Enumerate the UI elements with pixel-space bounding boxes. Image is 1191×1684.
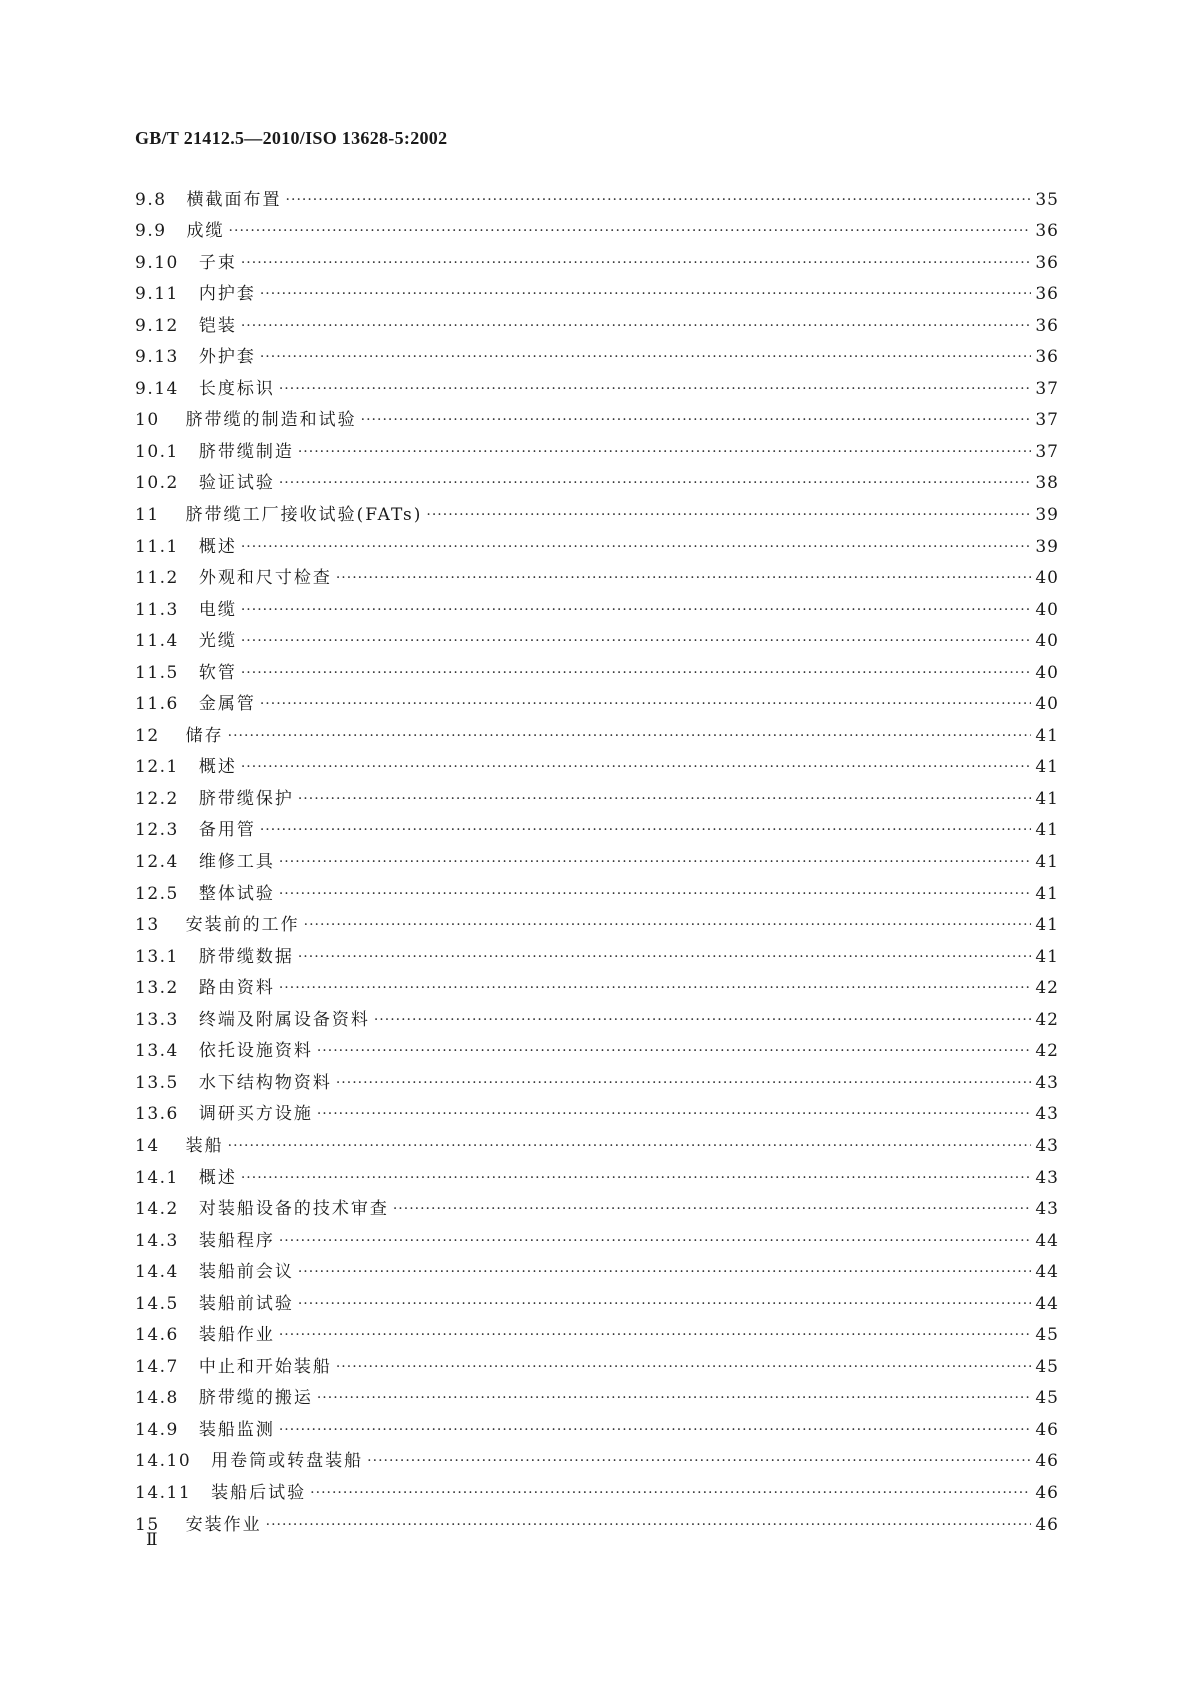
toc-entry-number: 14.6 (135, 1325, 179, 1346)
leader-dots (426, 505, 1031, 525)
toc-entry-title: 装船 (185, 1135, 224, 1156)
leader-dots (317, 1104, 1031, 1124)
leader-dots (361, 410, 1031, 430)
toc-entry-number: 11 (135, 505, 160, 526)
toc-entry-page: 41 (1035, 946, 1059, 967)
leader-dots (241, 316, 1031, 336)
toc-entry (135, 1061, 1059, 1093)
toc-entry-title: 装船程序 (198, 1230, 275, 1251)
toc-entry (135, 493, 1059, 525)
leader-dots (228, 1136, 1031, 1156)
toc-entry (135, 430, 1059, 462)
leader-dots (298, 947, 1031, 967)
toc-entry-page: 42 (1035, 1009, 1059, 1030)
toc-entry-title: 中止和开始装船 (198, 1356, 332, 1377)
toc-entry (135, 273, 1059, 305)
toc-entry-number: 14.7 (135, 1356, 179, 1377)
toc-entry-number: 10.1 (135, 441, 179, 462)
leader-dots (279, 978, 1031, 998)
toc-entry (135, 178, 1059, 210)
toc-entry (135, 1345, 1059, 1377)
leader-dots (298, 789, 1031, 809)
toc-entry (135, 1219, 1059, 1251)
toc-entry-number: 11.6 (135, 694, 179, 715)
toc-entry-title: 对装船设备的技术审查 (198, 1199, 389, 1220)
leader-dots (241, 757, 1031, 777)
page-number: Ⅱ (146, 1530, 158, 1549)
toc-entry-number: 12.5 (135, 883, 179, 904)
toc-entry-page: 36 (1035, 315, 1059, 336)
leader-dots (260, 347, 1031, 367)
toc-entry-page: 41 (1035, 788, 1059, 809)
toc-entry (135, 683, 1059, 715)
toc-entry-page: 43 (1035, 1072, 1059, 1093)
toc-entry-number: 11.4 (135, 631, 179, 652)
toc-entry (135, 1314, 1059, 1346)
toc-entry (135, 1377, 1059, 1409)
leader-dots (229, 221, 1031, 241)
toc-entry-title: 依托设施资料 (198, 1041, 313, 1062)
toc-entry-page: 43 (1035, 1135, 1059, 1156)
toc-entry-number: 11.1 (135, 536, 179, 557)
toc-entry-title: 铠装 (198, 315, 237, 336)
standard-code-header: GB/T 21412.5—2010/ISO 13628-5:2002 (135, 128, 448, 148)
toc-entry-number: 12 (135, 725, 160, 746)
toc-entry-title: 内护套 (198, 284, 256, 305)
toc-entry-number: 12.2 (135, 788, 179, 809)
leader-dots (336, 568, 1031, 588)
toc-entry-number: 10 (135, 410, 160, 431)
toc-entry-title: 横截面布置 (186, 189, 282, 210)
toc-entry-number: 13 (135, 915, 160, 936)
toc-entry-page: 43 (1035, 1199, 1059, 1220)
toc-entry-page: 41 (1035, 820, 1059, 841)
toc-entry-page: 40 (1035, 599, 1059, 620)
leader-dots (367, 1451, 1031, 1471)
toc-entry-page: 37 (1035, 410, 1059, 431)
toc-entry-page: 37 (1035, 441, 1059, 462)
leader-dots (393, 1199, 1031, 1219)
toc-entry-page: 43 (1035, 1167, 1059, 1188)
toc-entry-page: 40 (1035, 568, 1059, 589)
leader-dots (336, 1357, 1031, 1377)
toc-entry-title: 安装前的工作 (185, 915, 300, 936)
toc-entry (135, 746, 1059, 778)
toc-entry-title: 装船前会议 (198, 1262, 294, 1283)
toc-entry-title: 脐带缆制造 (198, 441, 294, 462)
toc-entry (135, 998, 1059, 1030)
toc-entry-number: 14.5 (135, 1293, 179, 1314)
toc-entry-page: 36 (1035, 284, 1059, 305)
toc-entry (135, 620, 1059, 652)
toc-entry-title: 成缆 (186, 221, 225, 242)
toc-entry (135, 1503, 1059, 1535)
leader-dots (241, 1168, 1031, 1188)
table-of-contents (135, 178, 1059, 1535)
leader-dots (279, 379, 1031, 399)
leader-dots (336, 1073, 1031, 1093)
toc-entry-title: 装船监测 (198, 1419, 275, 1440)
toc-entry-page: 40 (1035, 662, 1059, 683)
toc-entry (135, 241, 1059, 273)
toc-entry-page: 41 (1035, 915, 1059, 936)
leader-dots (304, 915, 1031, 935)
toc-entry (135, 304, 1059, 336)
toc-entry (135, 1124, 1059, 1156)
leader-dots (317, 1388, 1031, 1408)
leader-dots (286, 190, 1031, 210)
toc-entry-title: 脐带缆的搬运 (198, 1388, 313, 1409)
leader-dots (228, 726, 1031, 746)
toc-entry-title: 外观和尺寸检查 (198, 568, 332, 589)
toc-entry (135, 714, 1059, 746)
toc-entry (135, 651, 1059, 683)
toc-entry (135, 1282, 1059, 1314)
toc-entry-title: 维修工具 (198, 852, 275, 873)
toc-entry-page: 42 (1035, 1041, 1059, 1062)
toc-entry-title: 用卷筒或转盘装船 (211, 1451, 364, 1472)
leader-dots (260, 284, 1031, 304)
toc-entry-title: 路由资料 (198, 978, 275, 999)
toc-entry (135, 1188, 1059, 1220)
toc-entry-number: 14.2 (135, 1199, 179, 1220)
leader-dots (241, 253, 1031, 273)
toc-entry-number: 14.1 (135, 1167, 179, 1188)
leader-dots (374, 1010, 1031, 1030)
toc-entry-page: 44 (1035, 1230, 1059, 1251)
leader-dots (241, 631, 1031, 651)
toc-entry-number: 14.11 (135, 1482, 192, 1503)
toc-entry-number: 11.5 (135, 662, 179, 683)
toc-entry-number: 14 (135, 1135, 160, 1156)
toc-entry-number: 13.6 (135, 1104, 179, 1125)
toc-entry-title: 储存 (185, 725, 224, 746)
toc-entry-page: 42 (1035, 978, 1059, 999)
toc-entry (135, 1471, 1059, 1503)
toc-entry-number: 9.12 (135, 315, 179, 336)
leader-dots (279, 473, 1031, 493)
toc-entry-number: 11.2 (135, 568, 179, 589)
toc-entry-page: 46 (1035, 1451, 1059, 1472)
toc-entry-title: 软管 (198, 662, 237, 683)
toc-entry-page: 44 (1035, 1262, 1059, 1283)
toc-entry (135, 1251, 1059, 1283)
toc-entry-number: 11.3 (135, 599, 179, 620)
toc-entry-page: 45 (1035, 1356, 1059, 1377)
toc-entry-page: 41 (1035, 883, 1059, 904)
toc-entry-number: 13.1 (135, 946, 179, 967)
toc-entry-page: 40 (1035, 631, 1059, 652)
toc-entry-title: 调研买方设施 (198, 1104, 313, 1125)
toc-entry (135, 588, 1059, 620)
toc-entry-title: 备用管 (198, 820, 256, 841)
toc-entry-number: 14.4 (135, 1262, 179, 1283)
toc-entry (135, 840, 1059, 872)
leader-dots (260, 820, 1031, 840)
toc-entry-title: 装船前试验 (198, 1293, 294, 1314)
leader-dots (310, 1483, 1031, 1503)
toc-entry-page: 46 (1035, 1514, 1059, 1535)
leader-dots (241, 663, 1031, 683)
toc-entry-page: 44 (1035, 1293, 1059, 1314)
toc-entry-number: 12.4 (135, 852, 179, 873)
toc-entry-number: 14.9 (135, 1419, 179, 1440)
toc-entry-page: 36 (1035, 347, 1059, 368)
toc-entry-title: 概述 (198, 1167, 237, 1188)
toc-entry-number: 14.8 (135, 1388, 179, 1409)
toc-entry-number: 13.4 (135, 1041, 179, 1062)
toc-entry-page: 46 (1035, 1419, 1059, 1440)
toc-entry-number: 13.3 (135, 1009, 179, 1030)
toc-entry (135, 935, 1059, 967)
leader-dots (317, 1041, 1031, 1061)
toc-entry-number: 14.10 (135, 1451, 192, 1472)
toc-entry-number: 12.3 (135, 820, 179, 841)
toc-entry (135, 367, 1059, 399)
toc-entry-number: 13.5 (135, 1072, 179, 1093)
toc-entry-number: 13.2 (135, 978, 179, 999)
toc-entry-title: 电缆 (198, 599, 237, 620)
toc-entry-title: 水下结构物资料 (198, 1072, 332, 1093)
leader-dots (298, 1262, 1031, 1282)
toc-entry-page: 38 (1035, 473, 1059, 494)
leader-dots (260, 694, 1031, 714)
toc-entry (135, 462, 1059, 494)
toc-entry-number: 15 (135, 1514, 160, 1535)
toc-entry-title: 脐带缆数据 (198, 946, 294, 967)
toc-entry-title: 验证试验 (198, 473, 275, 494)
toc-entry-page: 36 (1035, 252, 1059, 273)
toc-entry-page: 45 (1035, 1325, 1059, 1346)
toc-entry-title: 长度标识 (198, 378, 275, 399)
toc-entry-page: 39 (1035, 536, 1059, 557)
toc-entry-title: 子束 (198, 252, 237, 273)
leader-dots (241, 600, 1031, 620)
toc-entry-page: 43 (1035, 1104, 1059, 1125)
toc-entry-number: 12.1 (135, 757, 179, 778)
toc-entry-title: 光缆 (198, 631, 237, 652)
leader-dots (279, 852, 1031, 872)
toc-entry-page: 46 (1035, 1482, 1059, 1503)
leader-dots (279, 1325, 1031, 1345)
toc-entry-title: 安装作业 (185, 1514, 262, 1535)
toc-entry (135, 967, 1059, 999)
toc-entry (135, 872, 1059, 904)
toc-entry-title: 金属管 (198, 694, 256, 715)
toc-entry-number: 9.14 (135, 378, 179, 399)
toc-entry-title: 整体试验 (198, 883, 275, 904)
toc-entry (135, 336, 1059, 368)
toc-entry-page: 36 (1035, 221, 1059, 242)
toc-entry-title: 装船作业 (198, 1325, 275, 1346)
toc-entry-number: 9.10 (135, 252, 179, 273)
toc-entry-number: 14.3 (135, 1230, 179, 1251)
toc-entry (135, 1156, 1059, 1188)
toc-entry-page: 41 (1035, 852, 1059, 873)
toc-entry-number: 9.8 (135, 189, 167, 210)
leader-dots (279, 1420, 1031, 1440)
leader-dots (279, 1231, 1031, 1251)
toc-entry-title: 脐带缆保护 (198, 788, 294, 809)
toc-entry-title: 终端及附属设备资料 (198, 1009, 370, 1030)
toc-entry-page: 41 (1035, 757, 1059, 778)
toc-entry (135, 525, 1059, 557)
toc-entry-number: 10.2 (135, 473, 179, 494)
leader-dots (266, 1515, 1031, 1535)
leader-dots (279, 884, 1031, 904)
toc-entry-title: 概述 (198, 536, 237, 557)
toc-entry-number: 9.13 (135, 347, 179, 368)
toc-entry (135, 1030, 1059, 1062)
toc-entry (135, 1440, 1059, 1472)
leader-dots (298, 442, 1031, 462)
toc-entry (135, 1408, 1059, 1440)
toc-entry-page: 39 (1035, 505, 1059, 526)
toc-entry (135, 1093, 1059, 1125)
toc-entry-number: 9.9 (135, 221, 167, 242)
toc-entry (135, 210, 1059, 242)
leader-dots (241, 537, 1031, 557)
toc-entry-number: 9.11 (135, 284, 179, 305)
toc-entry (135, 399, 1059, 431)
toc-entry (135, 557, 1059, 589)
toc-entry (135, 777, 1059, 809)
toc-entry-title: 概述 (198, 757, 237, 778)
toc-entry-page: 37 (1035, 378, 1059, 399)
toc-entry-page: 35 (1035, 189, 1059, 210)
toc-entry-title: 脐带缆工厂接收试验(FATs) (185, 505, 423, 526)
toc-entry (135, 809, 1059, 841)
toc-entry-page: 45 (1035, 1388, 1059, 1409)
toc-entry-title: 外护套 (198, 347, 256, 368)
toc-entry-title: 脐带缆的制造和试验 (185, 410, 357, 431)
toc-entry-page: 41 (1035, 725, 1059, 746)
toc-entry-page: 40 (1035, 694, 1059, 715)
toc-entry (135, 904, 1059, 936)
toc-entry-title: 装船后试验 (211, 1482, 307, 1503)
leader-dots (298, 1294, 1031, 1314)
